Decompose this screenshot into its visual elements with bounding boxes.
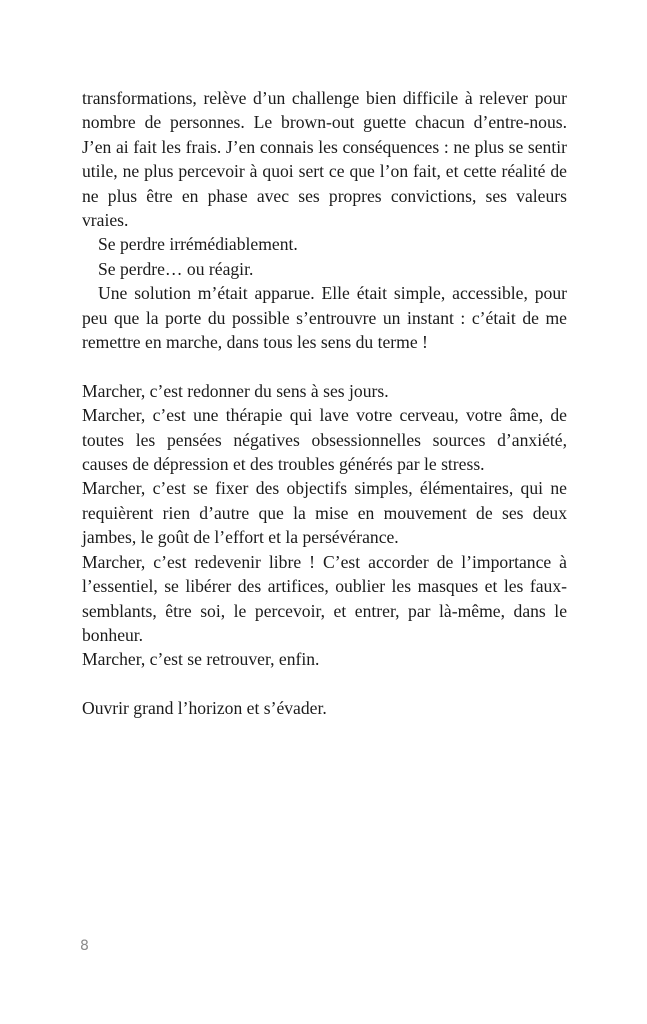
paragraph-solution: Une solution m’était apparue. Elle était simple, accessible, pour peu que la porte du possible s’entrouvre un instant : c’était de me remettre en marche, dans tous les sens du terme ! bbox=[82, 283, 567, 353]
paragraph-ouvrir-horizon: Ouvrir grand l’horizon et s’évader. bbox=[82, 698, 327, 719]
paragraph-continuation: transformations, relève d’un challenge bien difficile à relever pour nombre de personnes. Le brown-out guette chacun d’entre-nous. J’en ai fait les frais. J’en connais les conséquences : ne plus se sentir utile, ne plus percevoir à quoi sert ce que l’on fait, et cette réalité de ne plus être en phase avec ses propres convictions, ses valeurs vraies. bbox=[82, 88, 567, 231]
paragraph-marcher-libre: Marcher, c’est redevenir libre ! C’est accorder de l’importance à l’essentiel, se libérer des artifices, oublier les masques et les faux-semblants, être soi, le percevoir, et entrer, par là-même, dans le bonheur. bbox=[82, 551, 567, 645]
body-text bbox=[82, 86, 567, 721]
paragraph-marcher-therapie: Marcher, c’est une thérapie qui lave votre cerveau, votre âme, de toutes les pensées négatives obsessionnelles sources d’anxiété, causes de dépression et des troubles générés par le stress. bbox=[82, 405, 567, 475]
paragraph-gap bbox=[82, 354, 567, 378]
paragraph-marcher-sens: Marcher, c’est redonner du sens à ses jours. bbox=[82, 380, 389, 401]
paragraph-gap bbox=[82, 672, 567, 696]
page-number: 8 bbox=[80, 938, 89, 954]
paragraph-marcher-objectifs: Marcher, c’est se fixer des objectifs simples, élémentaires, qui ne requièrent rien d’autre que la mise en mouvement de ses deux jambes, le goût de l’effort et la persévérance. bbox=[82, 478, 567, 548]
paragraph-se-perdre-ou-reagir: Se perdre… ou réagir. bbox=[98, 258, 254, 279]
paragraph-marcher-retrouver: Marcher, c’est se retrouver, enfin. bbox=[82, 649, 320, 670]
paragraph-se-perdre: Se perdre irrémédiablement. bbox=[98, 234, 298, 255]
